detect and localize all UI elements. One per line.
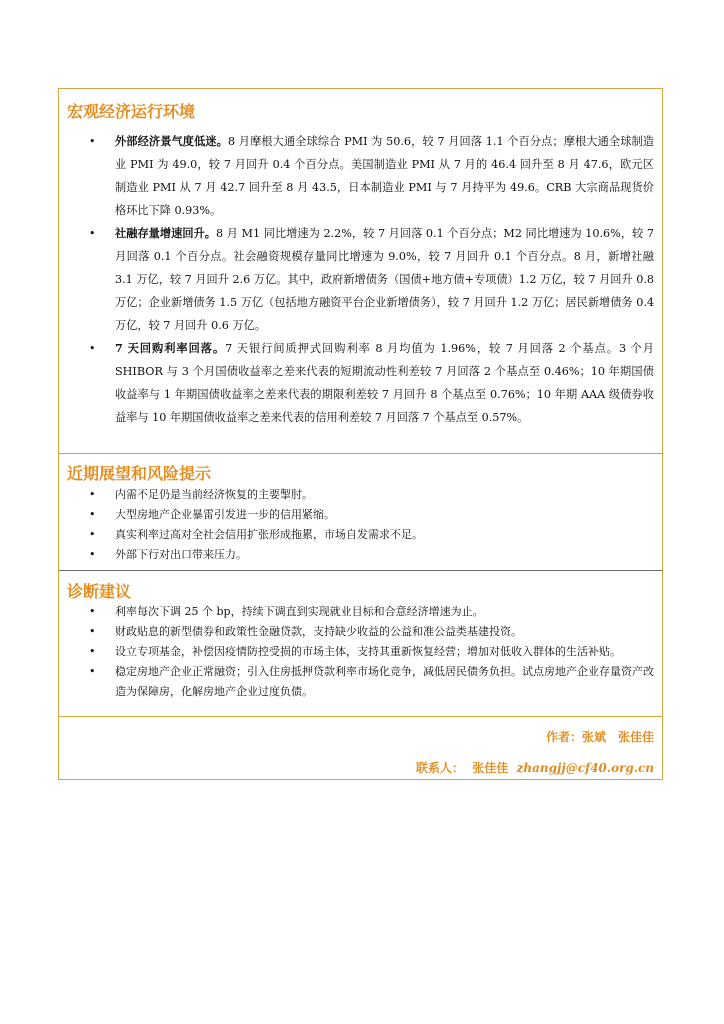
bullet-icon: • xyxy=(89,227,96,240)
list-item xyxy=(59,642,662,662)
list-item xyxy=(59,545,662,565)
section-divider xyxy=(59,716,662,717)
item-text: 7 天银行间质押式回购利率 8 月均值为 1.96%，较 7 月回落 2 个基点。3 个月 SHIBOR 与 3 个月国债收益率之差来代表的短期流动性利差较 7 月回落 2 个基点至 0.46%；10 年期国债收益率与 1 年期国债收益率之差来代表的期限利差较 7 月回升 8 个基点至 0.76%；10 年期 AAA 级债券收益率与 10 年期国债收益率之差来代表的信用利差较 7 月回落 7 个基点至 0.57%。 xyxy=(115,342,654,424)
item-lead: 外部经济景气度低迷。 xyxy=(115,134,228,148)
bullet-icon: • xyxy=(89,342,96,355)
report-box xyxy=(58,88,663,780)
macro-list xyxy=(59,130,662,429)
list-item xyxy=(59,622,662,642)
bullet-icon: • xyxy=(89,508,96,521)
item-lead: 社融存量增速回升。 xyxy=(115,226,217,240)
list-item xyxy=(59,485,662,505)
advice-list xyxy=(59,602,662,702)
item-text: 利率每次下调 25 个 bp，持续下调直到实现就业目标和合意经济增速为止。 xyxy=(115,605,484,618)
list-item xyxy=(59,662,662,702)
section-divider xyxy=(59,453,662,454)
item-text: 8 月 M1 同比增速为 2.2%，较 7 月回落 0.1 个百分点；M2 同比增速为 10.6%，较 7 月回落 0.1 个百分点。社会融资规模存量同比增速为 9.0%，较 7 月回升 0.1 个百分点。8 月，新增社融 3.1 万亿，较 7 月回升 2.6 万亿。其中，政府新增债务（国债+地方债+专项债）1.2 万亿，较 7 月回升 0.8 万亿；企业新增债务 1.5 万亿（包括地方融资平台企业新增债务），较 7 月回升 1.2 万亿；居民新增债务 0.4 万亿，较 7 月回升 0.6 万亿。 xyxy=(115,227,654,332)
item-text: 真实利率过高对全社会信用扩张形成拖累，市场自发需求不足。 xyxy=(115,528,423,541)
contact-name: 张佳佳 xyxy=(472,761,509,775)
contact-line xyxy=(416,759,654,776)
item-text: 稳定房地产企业正常融资；引入住房抵押贷款利率市场化竞争，减低居民债务负担。试点房地产企业存量资产改造为保障房，化解房地产企业过度负债。 xyxy=(115,665,654,698)
item-text: 内需不足仍是当前经济恢复的主要掣肘。 xyxy=(115,488,313,501)
section-title-risks: 近期展望和风险提示 xyxy=(67,464,212,483)
item-text: 设立专项基金，补偿因疫情防控受损的市场主体，支持其重新恢复经营；增加对低收入群体的生活补贴。 xyxy=(115,645,621,658)
bullet-icon: • xyxy=(89,665,96,678)
section-title-macro: 宏观经济运行环境 xyxy=(67,102,196,121)
risks-list xyxy=(59,485,662,565)
list-item xyxy=(59,602,662,622)
item-text: 外部下行对出口带来压力。 xyxy=(115,548,247,561)
bullet-icon: • xyxy=(89,488,96,501)
bullet-icon: • xyxy=(89,625,96,638)
section-divider xyxy=(59,570,662,571)
section-title-advice: 诊断建议 xyxy=(67,582,132,601)
list-item xyxy=(59,525,662,545)
list-item xyxy=(59,505,662,525)
list-item xyxy=(59,130,662,222)
item-text: 大型房地产企业暴雷引发进一步的信用紧缩。 xyxy=(115,508,335,521)
authors-line: 作者：张斌 张佳佳 xyxy=(545,730,654,744)
list-item xyxy=(59,337,662,429)
contact-email-link[interactable]: zhangjj@cf40.org.cn xyxy=(516,761,654,775)
item-lead: 7 天回购利率回落。 xyxy=(115,341,226,355)
list-item xyxy=(59,222,662,337)
bullet-icon: • xyxy=(89,548,96,561)
bullet-icon: • xyxy=(89,528,96,541)
bullet-icon: • xyxy=(89,135,96,148)
contact-label: 联系人： xyxy=(415,761,464,775)
item-text: 财政贴息的新型债券和政策性金融贷款，支持缺少收益的公益和准公益类基建投资。 xyxy=(115,625,522,638)
item-text: 8 月摩根大通全球综合 PMI 为 50.6，较 7 月回落 1.1 个百分点；摩根大通全球制造业 PMI 为 49.0，较 7 月回升 0.4 个百分点。美国制造业 PMI 从 7 月的 46.4 回升至 8 月 47.6，欧元区制造业 PMI 从 7 月 42.7 回升至 8 月 43.5，日本制造业 PMI 与 7 月持平为 49.6。CRB 大宗商品现货价格环比下降 0.93%。 xyxy=(115,135,654,217)
bullet-icon: • xyxy=(89,645,96,658)
bullet-icon: • xyxy=(89,605,96,618)
